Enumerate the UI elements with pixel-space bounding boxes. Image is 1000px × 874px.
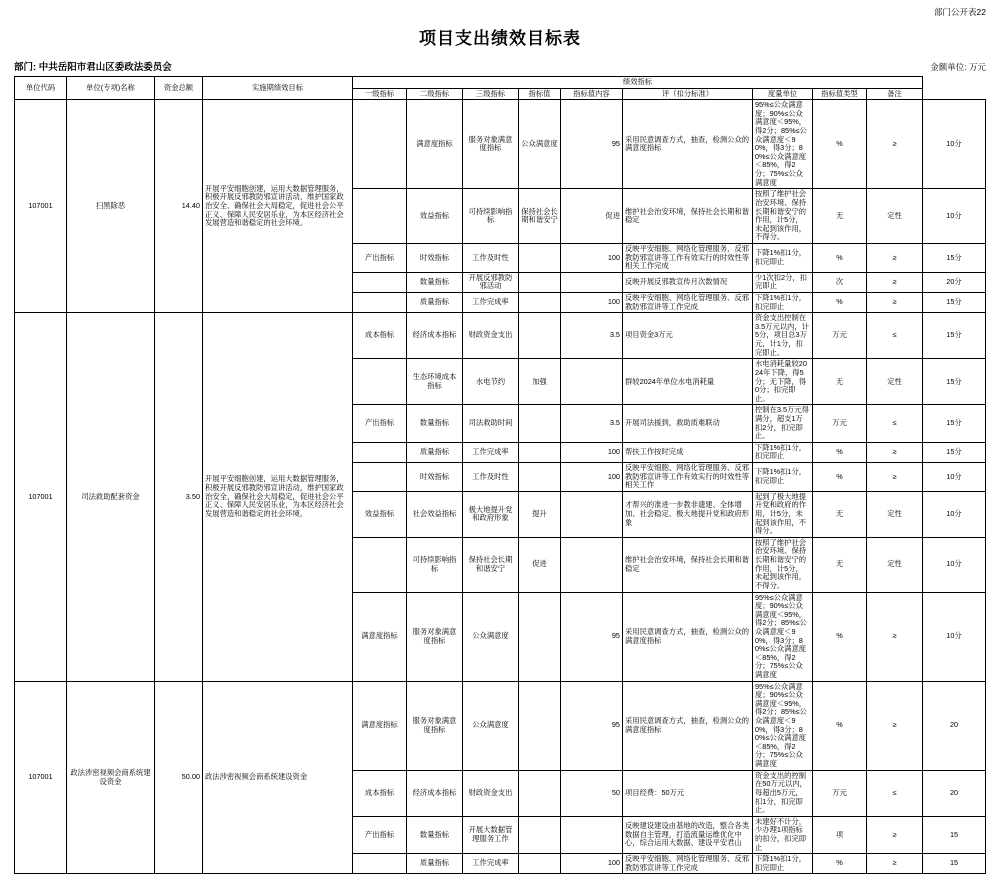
- cell-level2: 经济成本指标: [407, 313, 463, 359]
- cell-indicator-value: 3.5: [561, 405, 623, 442]
- cell-indicator-type: ≥: [867, 592, 923, 681]
- cell-measure-unit: %: [813, 681, 867, 770]
- cell-remark: 15分: [923, 293, 986, 313]
- cell-remark: 10分: [923, 491, 986, 537]
- cell-indicator-value: 95: [561, 681, 623, 770]
- cell-indicator-name: [519, 816, 561, 853]
- cell-indicator-name: [519, 272, 561, 292]
- cell-indicator-content: 开展司法援到，救助质难联动: [623, 405, 753, 442]
- cell-indicator-type: ≤: [867, 313, 923, 359]
- cell-indicator-type: ≤: [867, 770, 923, 816]
- cell-indicator-type: ≥: [867, 293, 923, 313]
- cell-indicator-type: 定性: [867, 359, 923, 405]
- cell-indicator-content: 项目资金3万元: [623, 313, 753, 359]
- cell-remark: 10分: [923, 100, 986, 189]
- cell-indicator-value: [561, 537, 623, 592]
- cell-level1: [353, 272, 407, 292]
- cell-indicator-name: [519, 681, 561, 770]
- cell-level2: 服务对象满意度指标: [407, 681, 463, 770]
- cell-level1: [353, 854, 407, 874]
- performance-table: [14, 76, 986, 874]
- cell-indicator-content: 才帮兴的准进一步教非遗建、全体增加、社会稳定、极大地提升党和政府形象: [623, 491, 753, 537]
- cell-indicator-value: [561, 359, 623, 405]
- cell-remark: 10分: [923, 592, 986, 681]
- cell-level3: 保持社会长期和谐安宁: [463, 537, 519, 592]
- cell-indicator-value: [561, 491, 623, 537]
- cell-score-standard: 起到了极大地提升党和政府的作用，计5分，未起到该作用，不得分。: [753, 491, 813, 537]
- cell-indicator-type: 定性: [867, 189, 923, 244]
- cell-score-standard: 按照了维护社会治安环境、保持长期和谐安宁的作用，计5分，未起到该作用，不得分。: [753, 189, 813, 244]
- cell-indicator-value: 3.5: [561, 313, 623, 359]
- cell-level1: [353, 537, 407, 592]
- cell-remark: 15: [923, 816, 986, 853]
- cell-remark: 15分: [923, 243, 986, 272]
- cell-measure-unit: 无: [813, 491, 867, 537]
- col-indicator-name: 指标值: [519, 88, 561, 100]
- cell-measure-unit: 无: [813, 537, 867, 592]
- cell-level1: 效益指标: [353, 491, 407, 537]
- cell-level3: 工作完成率: [463, 442, 519, 462]
- cell-indicator-value: 100: [561, 243, 623, 272]
- cell-level2: 数量指标: [407, 816, 463, 853]
- amount-unit: 金额单位: 万元: [930, 62, 986, 72]
- cell-indicator-type: ≥: [867, 243, 923, 272]
- cell-measure-unit: 无: [813, 359, 867, 405]
- cell-level2: 质量指标: [407, 854, 463, 874]
- cell-indicator-type: ≥: [867, 681, 923, 770]
- cell-score-standard: 未建好不计分，少办理1项指标的扣分，扣完即止: [753, 816, 813, 853]
- col-level2: 二级指标: [407, 88, 463, 100]
- cell-level2: 质量指标: [407, 442, 463, 462]
- cell-score-standard: 下降1%扣1分，扣完即止: [753, 854, 813, 874]
- cell-total-amount: 3.50: [155, 313, 203, 681]
- col-level3: 三级指标: [463, 88, 519, 100]
- cell-remark: 10分: [923, 189, 986, 244]
- cell-indicator-name: 提升: [519, 491, 561, 537]
- cell-indicator-content: 反映建设建设由基地的改造，整合各类数据自主管理，打造流量运维优化中心，综合运用大数据、建设平安君山: [623, 816, 753, 853]
- table-header-row-1: [15, 77, 986, 89]
- cell-indicator-type: ≥: [867, 100, 923, 189]
- cell-score-standard: 下降1%扣1分，扣完即止: [753, 462, 813, 491]
- table-body: [15, 100, 986, 874]
- cell-level3: 开展大数据管理服务工作: [463, 816, 519, 853]
- cell-indicator-content: 反映平安细胞、网络化管理服务、反邪教防邪宣讲等工作完成: [623, 854, 753, 874]
- cell-remark: 10分: [923, 537, 986, 592]
- cell-score-standard: 下降1%扣1分，扣完即止: [753, 243, 813, 272]
- cell-remark: 15分: [923, 313, 986, 359]
- col-level1: 一级指标: [353, 88, 407, 100]
- cell-level1: [353, 189, 407, 244]
- cell-indicator-name: 公众满意度: [519, 100, 561, 189]
- cell-measure-unit: 万元: [813, 770, 867, 816]
- cell-indicator-name: 加强: [519, 359, 561, 405]
- page-label: 部门公开表22: [934, 7, 986, 17]
- cell-indicator-value: 50: [561, 770, 623, 816]
- cell-unit-name: 司法救助配套资金: [67, 313, 155, 681]
- cell-level1: 满意度指标: [353, 681, 407, 770]
- cell-level2: 时效指标: [407, 243, 463, 272]
- cell-measure-unit: %: [813, 854, 867, 874]
- cell-level3: 水电节约: [463, 359, 519, 405]
- cell-indicator-content: 维护社会治安环境，保持社会长期和谐稳定: [623, 537, 753, 592]
- cell-level1: [353, 100, 407, 189]
- cell-score-standard: 按照了维护社会治安环境、保持长期和谐安宁的作用，计5分，未起到该作用，不得分。: [753, 537, 813, 592]
- cell-indicator-name: [519, 854, 561, 874]
- cell-unit-code: 107001: [15, 313, 67, 681]
- cell-indicator-name: [519, 405, 561, 442]
- cell-indicator-value: 95: [561, 100, 623, 189]
- cell-indicator-value: 95: [561, 592, 623, 681]
- cell-level3: 公众满意度: [463, 592, 519, 681]
- cell-total-amount: 50.00: [155, 681, 203, 874]
- col-unit-name: 单位(专项)名称: [67, 77, 155, 100]
- cell-indicator-value: [561, 272, 623, 292]
- cell-indicator-type: 定性: [867, 537, 923, 592]
- table-row: [15, 313, 986, 359]
- cell-level2: 可持续影响指标: [407, 537, 463, 592]
- cell-measure-unit: 万元: [813, 405, 867, 442]
- cell-indicator-type: ≤: [867, 405, 923, 442]
- cell-level3: 工作完成率: [463, 293, 519, 313]
- cell-remark: 15: [923, 854, 986, 874]
- cell-indicator-name: 保持社会长期和谐安宁: [519, 189, 561, 244]
- cell-indicator-content: 采用民意调查方式，抽查，检测公众的满意度指标: [623, 681, 753, 770]
- col-unit-code: 单位代码: [15, 77, 67, 100]
- cell-indicator-content: 采用民意调查方式，抽查，检测公众的满意度指标: [623, 100, 753, 189]
- cell-measure-unit: %: [813, 100, 867, 189]
- cell-level1: 产出指标: [353, 405, 407, 442]
- col-performance-indicator: 绩效指标: [353, 77, 923, 89]
- cell-unit-name: 扫黑除恶: [67, 100, 155, 313]
- cell-indicator-value: 100: [561, 442, 623, 462]
- cell-level2: 质量指标: [407, 293, 463, 313]
- cell-level2: 时效指标: [407, 462, 463, 491]
- cell-indicator-content: 维护社会治安环境，保持社会长期和谐稳定: [623, 189, 753, 244]
- cell-indicator-content: 反映平安细胞、网络化管理服务、反邪教防邪宣讲等工作有效实行的时效性等相关工作: [623, 462, 753, 491]
- cell-level2: 服务对象满意度指标: [407, 592, 463, 681]
- cell-level2: 效益指标: [407, 189, 463, 244]
- cell-measure-unit: %: [813, 462, 867, 491]
- cell-indicator-value: [561, 816, 623, 853]
- col-indicator-type: 指标值类型: [813, 88, 867, 100]
- cell-indicator-type: ≥: [867, 816, 923, 853]
- cell-remark: 20: [923, 770, 986, 816]
- cell-indicator-type: 定性: [867, 491, 923, 537]
- cell-indicator-name: [519, 442, 561, 462]
- cell-remark: 15分: [923, 405, 986, 442]
- cell-score-standard: 95%≤公众满意度；90%≤公众满意度＜95%，得2分；85%≤公众满意度＜90%，得3分；80%≤公众满意度＜85%，得2分；75%≤公众满意度: [753, 592, 813, 681]
- table-row: [15, 681, 986, 770]
- cell-level2: 数量指标: [407, 405, 463, 442]
- cell-level2: 生态环境成本指标: [407, 359, 463, 405]
- cell-indicator-content: 反映平安细胞、网络化管理服务、反邪教防邪宣讲等工作完成: [623, 293, 753, 313]
- cell-score-standard: 少1次扣2分，扣完即止: [753, 272, 813, 292]
- col-score-standard: 评（扣分标准）: [623, 88, 753, 100]
- col-total-amount: 资金总额: [155, 77, 203, 100]
- col-measure-unit: 度量单位: [753, 88, 813, 100]
- cell-measure-unit: 次: [813, 272, 867, 292]
- cell-indicator-type: ≥: [867, 272, 923, 292]
- cell-indicator-content: 采用民意调查方式，抽查，检测公众的满意度指标: [623, 592, 753, 681]
- meta-row: [14, 59, 986, 73]
- cell-indicator-name: [519, 243, 561, 272]
- cell-indicator-content: 帮扶工作按时完成: [623, 442, 753, 462]
- cell-score-standard: 资金支出控制在3.5万元以内，计5分，项目总3万元，计1分，扣完即止。: [753, 313, 813, 359]
- cell-indicator-value: 促进: [561, 189, 623, 244]
- cell-level2: 数量指标: [407, 272, 463, 292]
- cell-period-goal: 开展平安细胞创建，运用大数据管理服务，积极开展反邪教防邪宣讲活动，维护国家政治安全、确保社会大局稳定，促进社会公平正义、保障人民安居乐业，为本区经济社会发展营造和谐稳定的社会环境。: [203, 313, 353, 681]
- cell-score-standard: 下降1%扣1分，扣完即止: [753, 442, 813, 462]
- cell-indicator-name: [519, 592, 561, 681]
- cell-measure-unit: 万元: [813, 313, 867, 359]
- col-remark: 备注: [867, 88, 923, 100]
- cell-indicator-name: [519, 462, 561, 491]
- cell-level1: [353, 442, 407, 462]
- cell-period-goal: 政法涉密视频会商系统建设资金: [203, 681, 353, 874]
- cell-indicator-name: 促进: [519, 537, 561, 592]
- cell-level3: 极大地提升党和政府形象: [463, 491, 519, 537]
- col-indicator-content: 指标值内容: [561, 88, 623, 100]
- cell-indicator-type: ≥: [867, 462, 923, 491]
- department-line: 部门: 中共岳阳市君山区委政法委员会: [14, 62, 172, 73]
- cell-indicator-type: ≥: [867, 854, 923, 874]
- cell-level1: 成本指标: [353, 770, 407, 816]
- cell-level1: [353, 359, 407, 405]
- cell-indicator-content: 反映平安细胞、网络化管理服务、反邪教防邪宣讲等工作有效实行的时效性等相关工作完成: [623, 243, 753, 272]
- col-period-goal: 实施期绩效目标: [203, 77, 353, 100]
- cell-indicator-content: 反映开展反邪教宣传月次数情况: [623, 272, 753, 292]
- cell-level1: 产出指标: [353, 816, 407, 853]
- cell-unit-code: 107001: [15, 100, 67, 313]
- cell-measure-unit: 项: [813, 816, 867, 853]
- cell-score-standard: 95%≤公众满意度；90%≤公众满意度＜95%，得2分；85%≤公众满意度＜90%，得3分；80%≤公众满意度＜85%，得2分；75%≤公众满意度: [753, 100, 813, 189]
- cell-level3: 财政资金支出: [463, 770, 519, 816]
- cell-remark: 20分: [923, 272, 986, 292]
- cell-indicator-name: [519, 313, 561, 359]
- cell-period-goal: 开展平安细胞创建，运用大数据管理服务，积极开展反邪教防邪宣讲活动，维护国家政治安全、确保社会大局稳定，促进社会公平正义、保障人民安居乐业，为本区经济社会发展营造和谐稳定的社会环境。: [203, 100, 353, 313]
- cell-level1: [353, 462, 407, 491]
- cell-level3: 工作及时性: [463, 462, 519, 491]
- cell-level1: 产出指标: [353, 243, 407, 272]
- cell-level3: 服务对象满意度指标: [463, 100, 519, 189]
- page-title: 项目支出绩效目标表: [419, 29, 581, 48]
- cell-level2: 经济成本指标: [407, 770, 463, 816]
- cell-score-standard: 水电消耗量较2024年下降，得5分；无下降，得0分；扣完即止。: [753, 359, 813, 405]
- cell-level1: [353, 293, 407, 313]
- table-row: [15, 100, 986, 189]
- cell-unit-code: 107001: [15, 681, 67, 874]
- cell-indicator-type: ≥: [867, 442, 923, 462]
- cell-level3: 司法救助时间: [463, 405, 519, 442]
- cell-indicator-name: [519, 770, 561, 816]
- cell-indicator-name: [519, 293, 561, 313]
- cell-unit-name: 政法涉密视频会商系统建设资金: [67, 681, 155, 874]
- cell-score-standard: 下降1%扣1分，扣完即止: [753, 293, 813, 313]
- cell-level3: 公众满意度: [463, 681, 519, 770]
- cell-measure-unit: 无: [813, 189, 867, 244]
- cell-measure-unit: %: [813, 592, 867, 681]
- cell-score-standard: 资金支出的控制在50万元以内，每超出5万元，扣1分，扣完即止。: [753, 770, 813, 816]
- cell-indicator-content: 群较2024年单位水电消耗量: [623, 359, 753, 405]
- cell-remark: 15分: [923, 359, 986, 405]
- cell-indicator-value: 100: [561, 462, 623, 491]
- cell-score-standard: 控制在3.5万元得满分，超支1万扣2分，扣完即止。: [753, 405, 813, 442]
- cell-remark: 15分: [923, 442, 986, 462]
- cell-level3: 可持续影响指标: [463, 189, 519, 244]
- cell-remark: 10分: [923, 462, 986, 491]
- cell-remark: 20: [923, 681, 986, 770]
- cell-level1: 成本指标: [353, 313, 407, 359]
- cell-measure-unit: %: [813, 243, 867, 272]
- cell-score-standard: 95%≤公众满意度；90%≤公众满意度＜95%，得2分；85%≤公众满意度＜90%，得3分；80%≤公众满意度＜85%，得2分；75%≤公众满意度: [753, 681, 813, 770]
- cell-level3: 工作及时性: [463, 243, 519, 272]
- cell-level3: 工作完成率: [463, 854, 519, 874]
- cell-level3: 财政资金支出: [463, 313, 519, 359]
- cell-level1: 满意度指标: [353, 592, 407, 681]
- cell-total-amount: 14.40: [155, 100, 203, 313]
- cell-level2: 社会效益指标: [407, 491, 463, 537]
- cell-measure-unit: %: [813, 442, 867, 462]
- cell-indicator-content: 项目经费：50万元: [623, 770, 753, 816]
- cell-indicator-value: 100: [561, 293, 623, 313]
- cell-measure-unit: %: [813, 293, 867, 313]
- cell-level2: 满意度指标: [407, 100, 463, 189]
- cell-level3: 开展反邪教防邪活动: [463, 272, 519, 292]
- cell-indicator-value: 100: [561, 854, 623, 874]
